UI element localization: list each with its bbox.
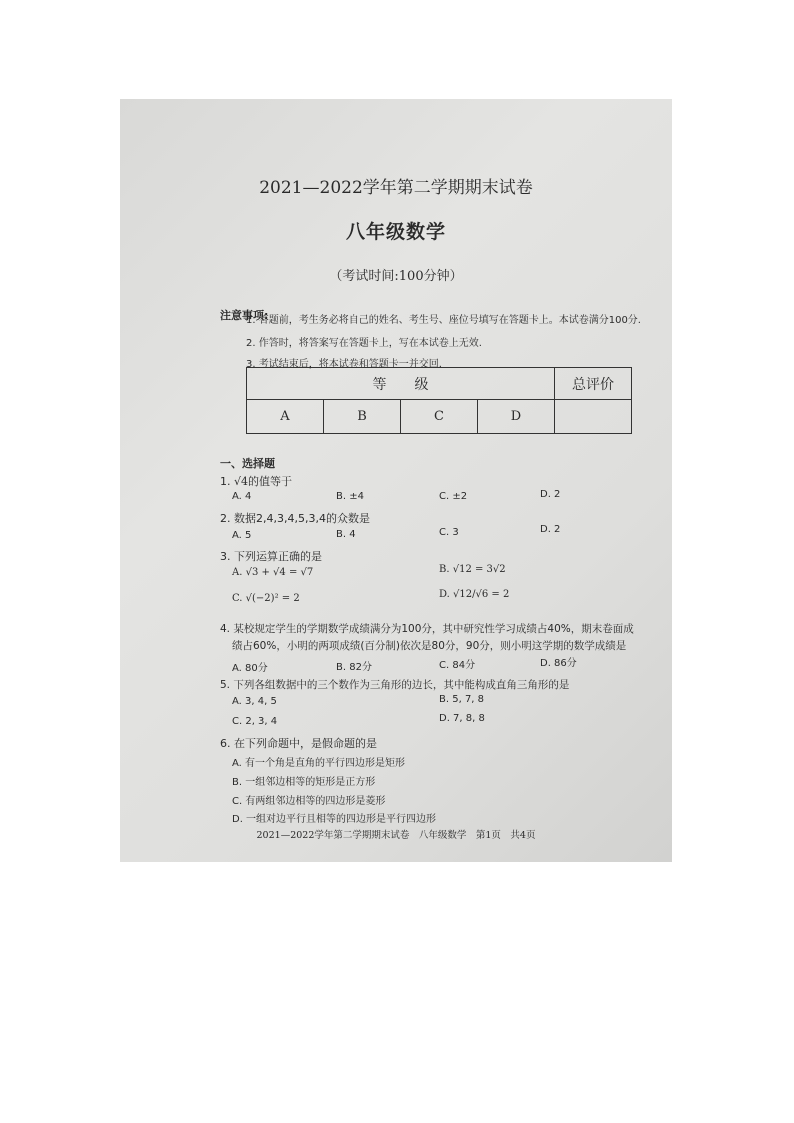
q5-option-b: B. 5, 7, 8 [439,694,485,705]
question-1: 1. √4的值等于 [220,475,293,488]
total-eval-header: 总评价 [555,368,632,400]
note-item: 2. 作答时，将答案写在答题卡上，写在本试卷上无效. [246,338,482,349]
q6-option-c: C. 有两组邻边相等的四边形是菱形 [232,796,386,807]
question-6: 6. 在下列命题中，是假命题的是 [220,737,377,750]
q1-option-d: D. 2 [540,489,561,500]
notes-heading: 注意事项: [220,309,269,322]
exam-subject: 八年级数学 [345,221,446,243]
q4-option-c: C. 84分 [439,660,476,671]
q2-option-b: B. 4 [336,529,356,540]
q5-option-a: A. 3, 4, 5 [232,696,277,707]
grade-cell-a: A [247,400,324,434]
grade-header: 等 级 [247,368,555,400]
exam-title: 2021—2022学年第二学期期末试卷 [259,178,533,198]
exam-time: （考试时间:100分钟） [329,269,463,284]
q3-option-d: D. √12/√6 = 2 [439,589,510,600]
q2-option-d: D. 2 [540,524,561,535]
q5-option-d: D. 7, 8, 8 [439,713,485,724]
page-footer: 2021—2022学年第二学期期末试卷 八年级数学 第1页 共4页 [256,830,536,841]
question-4-line-1: 4. 某校规定学生的学期数学成绩满分为100分，其中研究性学习成绩占40%，期末卷面成 [220,623,634,635]
q6-option-b: B. 一组邻边相等的矩形是正方形 [232,777,376,788]
question-4-line-2: 绩占60%，小明的两项成绩(百分制)依次是80分，90分，则小明这学期的数学成绩是 [232,640,627,652]
exam-paper-photo [120,99,672,862]
grade-cell-b: B [324,400,401,434]
q5-option-c: C. 2, 3, 4 [232,716,278,727]
question-2: 2. 数据2,4,3,4,5,3,4的众数是 [220,512,370,525]
q3-option-a: A. √3 + √4 = √7 [232,567,314,578]
q2-option-a: A. 5 [232,530,252,541]
grade-table [246,367,632,434]
q4-option-a: A. 80分 [232,663,268,674]
note-item: 1. 答题前，考生务必将自己的姓名、考生号、座位号填写在答题卡上。本试卷满分100分. [246,315,641,326]
q4-option-d: D. 86分 [540,658,577,669]
q6-option-a: A. 有一个角是直角的平行四边形是矩形 [232,758,406,769]
q1-option-a: A. 4 [232,491,252,502]
q6-option-d: D. 一组对边平行且相等的四边形是平行四边形 [232,814,437,825]
note-item: 3. 考试结束后，将本试卷和答题卡一并交回. [246,359,442,370]
grade-cell-c: C [401,400,478,434]
total-eval-cell [555,400,632,434]
section-heading: 一、选择题 [220,457,275,470]
q1-option-b: B. ±4 [336,491,364,502]
question-3: 3. 下列运算正确的是 [220,550,322,563]
q2-option-c: C. 3 [439,527,459,538]
grade-cell-d: D [478,400,555,434]
q4-option-b: B. 82分 [336,662,372,673]
q3-option-c: C. √(−2)² = 2 [232,593,300,604]
q3-option-b: B. √12 = 3√2 [439,564,506,575]
question-5: 5. 下列各组数据中的三个数作为三角形的边长，其中能构成直角三角形的是 [220,679,570,691]
q1-option-c: C. ±2 [439,491,468,502]
sqrt4-expression: √4 [234,475,249,488]
